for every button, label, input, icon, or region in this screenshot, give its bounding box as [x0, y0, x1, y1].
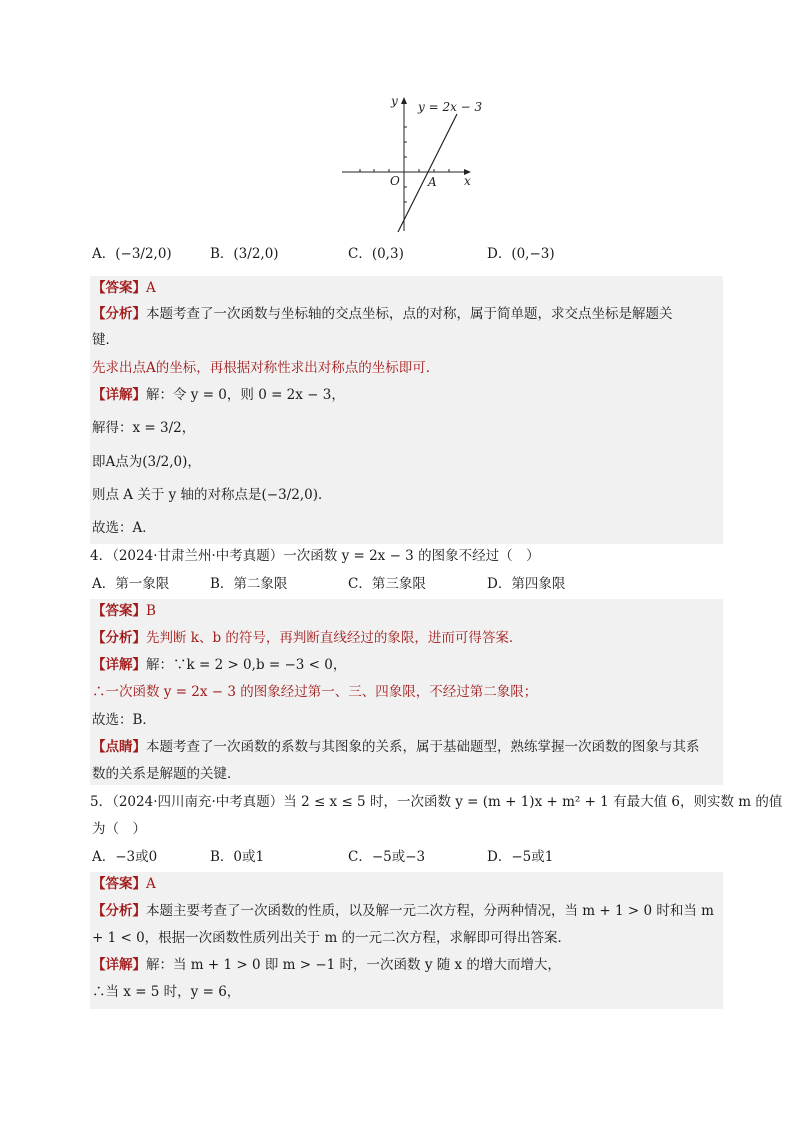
x-axis-label: x: [464, 174, 471, 188]
q4-comment-line-2: 数的关系是解题的关键．: [92, 766, 241, 782]
q4-comment-line-1: 【点睛】本题考查了一次函数的系数与其图象的关系，属于基础题型，熟练掌握一次函数的图象与其系: [92, 739, 700, 755]
q3-option-d: D．(0,−3): [487, 246, 555, 262]
q3-option-c: C．(0,3): [348, 246, 404, 262]
q4-detail-line-3: 故选：B．: [92, 712, 156, 728]
q3-detail-line-4: 则点 A 关于 y 轴的对称点是(−3/2,0)．: [92, 487, 332, 503]
q4-answer: 【答案】B: [92, 603, 156, 619]
q3-analysis-line-3: 先求出点A的坐标，再根据对称性求出对称点的坐标即可．: [92, 360, 440, 376]
q4-detail-line-1: 【详解】解：∵k = 2 > 0,b = −3 < 0，: [92, 657, 347, 673]
q3-detail-line-5: 故选：A．: [92, 520, 156, 536]
q4-option-d: D．第四象限: [487, 576, 566, 592]
q4-option-c: C．第三象限: [348, 576, 426, 592]
q5-detail-line-2: ∴当 x = 5 时，y = 6，: [92, 984, 241, 1000]
q5-stem-line-1: 5．（2024·四川南充·中考真题）当 2 ≤ x ≤ 5 时，一次函数 y = (m + 1)x + m² + 1 有最大值 6，则实数 m 的值: [90, 794, 783, 810]
q5-option-c: C．−5或−3: [348, 849, 426, 865]
q3-analysis-line-2: 键．: [92, 332, 119, 348]
q4-option-a: A．第一象限: [92, 576, 170, 592]
q5-analysis-line-2: + 1 < 0，根据一次函数性质列出关于 m 的一元二次方程，求解即可得出答案．: [92, 930, 572, 946]
line-label: y = 2x − 3: [418, 100, 483, 114]
q5-option-d: D．−5或1: [487, 849, 554, 865]
q3-detail-line-2: 解得：x = 3/2，: [92, 420, 196, 436]
q5-answer: 【答案】A: [92, 876, 156, 892]
q3-option-a: A．(−3/2,0): [92, 246, 172, 262]
q3-analysis-line-1: 【分析】本题考查了一次函数与坐标轴的交点坐标，点的对称，属于简单题，求交点坐标是解题关: [92, 306, 673, 322]
point-a-label: A: [428, 175, 437, 189]
q4-detail-line-2: ∴一次函数 y = 2x − 3 的图象经过第一、三、四象限，不经过第二象限；: [92, 684, 538, 700]
q3-option-b: B．(3/2,0): [210, 246, 279, 262]
y-axis-arrow: [401, 97, 407, 104]
q4-analysis: 【分析】先判断 k、b 的符号，再判断直线经过的象限，进而可得答案．: [92, 630, 523, 646]
q4-option-b: B．第二象限: [210, 576, 288, 592]
function-line: [398, 114, 457, 232]
q5-option-a: A．−3或0: [92, 849, 158, 865]
q3-detail-line-3: 即A点为(3/2,0)，: [92, 454, 201, 470]
q5-stem-line-2: 为（ ）: [92, 821, 146, 837]
function-graph: [340, 92, 483, 234]
q3-detail-line-1: 【详解】解：令 y = 0，则 0 = 2x − 3，: [92, 387, 345, 403]
q4-stem: 4．（2024·甘肃兰州·中考真题）一次函数 y = 2x − 3 的图象不经过（ ）: [90, 548, 540, 564]
origin-label: O: [390, 174, 400, 188]
q5-detail-line-1: 【详解】解：当 m + 1 > 0 即 m > −1 时，一次函数 y 随 x 的增大而增大，: [92, 957, 561, 973]
y-axis-label: y: [391, 94, 398, 108]
q5-analysis-line-1: 【分析】本题主要考查了一次函数的性质，以及解一元二次方程，分两种情况，当 m + 1 > 0 时和当 m: [92, 903, 714, 919]
q5-option-b: B．0或1: [210, 849, 265, 865]
q3-answer: 【答案】A: [92, 280, 156, 296]
